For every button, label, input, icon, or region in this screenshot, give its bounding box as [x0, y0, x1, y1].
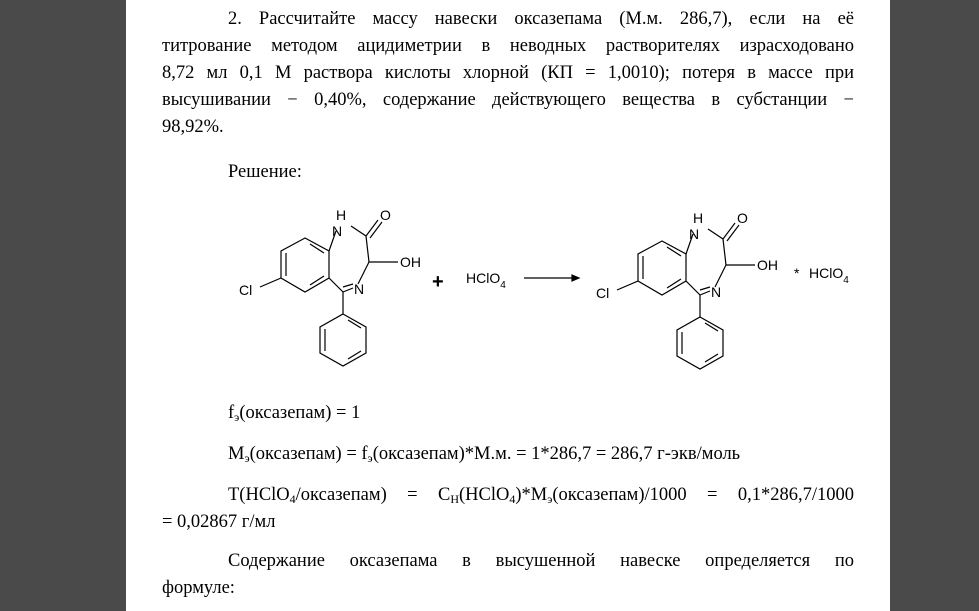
atom-n: N	[332, 223, 343, 239]
oxazepam-perchlorate-structure	[617, 223, 755, 369]
group-oh: OH	[400, 254, 421, 270]
salt-hclo4: HClO$_4$	[809, 265, 849, 286]
problem-line: высушивании − 0,40%, содержание действующего вещества в субстанции −	[162, 90, 854, 110]
viewer-background-right	[890, 0, 979, 611]
atom-o: O	[737, 210, 748, 226]
atom-n: N	[689, 226, 700, 242]
formula-titer-line1: T(HClO$_4$/оксазепам) = $C_H(HClO_4)*M_э(оксазепам)/1000 = 0,1*286,7/1000$	[228, 485, 854, 506]
problem-line: 2. Рассчитайте массу навески оксазепама (М.м. 286,7), если на её	[228, 9, 854, 29]
salt-star: *	[794, 265, 800, 281]
conclusion-line: Содержание оксазепама в высушенной навеске определяется по	[228, 551, 854, 571]
reagent-hclo4: HClO$_4$	[466, 270, 506, 291]
problem-line: 98,92%.	[162, 117, 224, 137]
atom-cl: Cl	[239, 282, 253, 298]
document-page	[126, 0, 890, 611]
problem-line: титрование методом ацидиметрии в неводных растворителях израсходовано	[162, 36, 854, 56]
reaction-scheme	[126, 196, 890, 376]
problem-statement	[162, 6, 854, 141]
atom-h: H	[693, 210, 704, 226]
atom-o: O	[380, 207, 391, 223]
atom-h: H	[336, 207, 347, 223]
formula-titer-line2: = 0,02867 г/мл	[162, 512, 276, 532]
atom-n: N	[711, 284, 722, 300]
oxazepam-structure	[260, 220, 398, 366]
plus-sign: +	[432, 271, 444, 293]
formula-titer	[162, 482, 854, 536]
conclusion-text	[162, 548, 854, 602]
formula-equivalence-factor: $f_э(оксазепам) = 1$	[228, 403, 361, 424]
problem-line: 8,72 мл 0,1 М раствора кислоты хлорной (КП = 1,0010); потеря в массе при	[162, 63, 854, 83]
atom-cl: Cl	[596, 285, 610, 301]
atom-n: N	[354, 281, 365, 297]
formula-equivalent-mass: $M_э(оксазепам)$ = $f_э(оксазепам)*М.м$. = 1*286,7 = 286,7 г-экв/моль	[228, 444, 741, 465]
group-oh: OH	[757, 257, 778, 273]
solution-label: Решение:	[228, 162, 302, 182]
conclusion-line: формуле:	[162, 578, 235, 598]
